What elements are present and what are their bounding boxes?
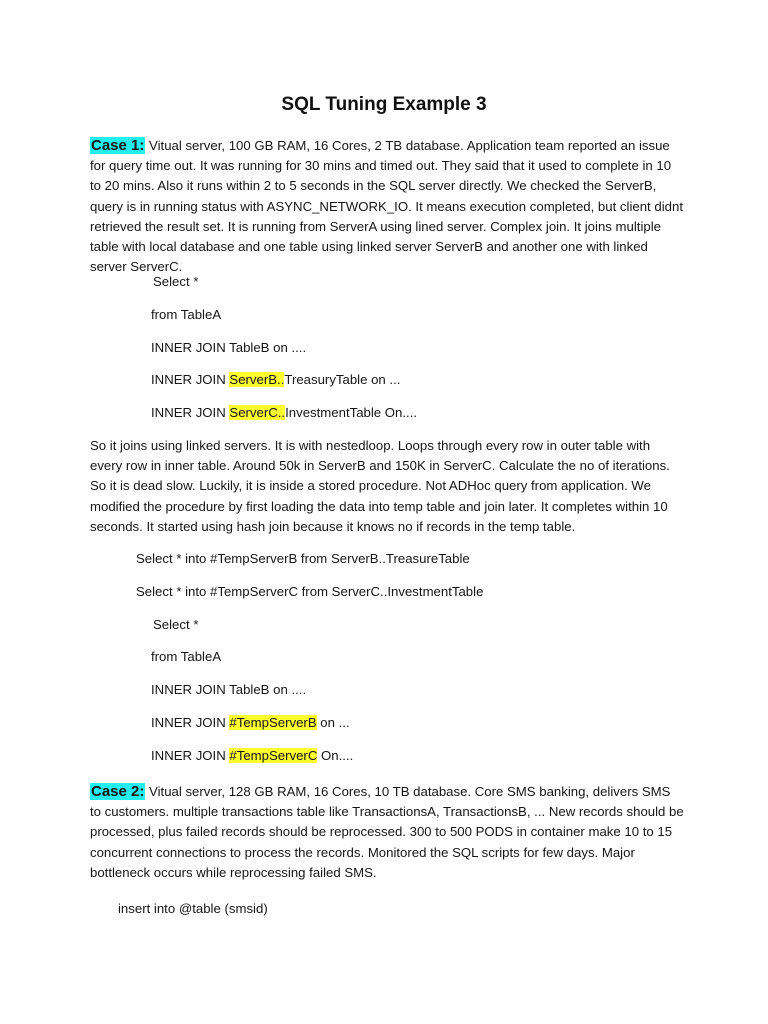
query1-line5-suffix: InvestmentTable On.... xyxy=(285,405,418,420)
query1-line3: INNER JOIN TableB on .... xyxy=(151,340,307,355)
query1-line5-highlight: ServerC.. xyxy=(229,405,286,420)
case1-text: Vitual server, 100 GB RAM, 16 Cores, 2 TB database. Application team reported an issue for query time out. It was running for 30 mins and timed out. They said that it used to complete in 10 to 20 mins. Also it runs within 2 to 5 seconds in the SQL server directly. We checked the ServerB, query is in running status with ASYNC_NETWORK_IO. It means execution completed, but client didnt retrieved the result set. It is running from ServerA using lined server. Complex join. It joins multiple table with local database and one table using linked server ServerB and another one with linked server ServerC. xyxy=(90,138,683,275)
query1-line5-prefix: INNER JOIN xyxy=(151,405,230,420)
query1-line5 xyxy=(151,404,417,422)
query2-line7-highlight: #TempServerC xyxy=(229,748,318,763)
case1-paragraph xyxy=(90,136,684,277)
query2-line4: from TableA xyxy=(151,649,222,664)
page-title: SQL Tuning Example 3 xyxy=(281,94,487,115)
query2-line6-prefix: INNER JOIN xyxy=(151,715,230,730)
query2-line3: Select * xyxy=(153,617,199,632)
query2-line5: INNER JOIN TableB on .... xyxy=(151,682,307,697)
case2-label: Case 2: xyxy=(91,783,145,800)
query1-line2: from TableA xyxy=(151,307,222,322)
case2-text: Vitual server, 128 GB RAM, 16 Cores, 10 TB database. Core SMS banking, delivers SMS to customers. multiple transactions table like TransactionsA, TransactionsB, ... New records should be processed, plus failed records should be reprocessed. 300 to 500 PODS in container make 10 to 15 concurrent connections to process the records. Monitored the SQL scripts for few days. Major bottleneck occurs while reprocessing failed SMS. xyxy=(90,784,684,880)
query1-line4 xyxy=(151,371,400,389)
query1-line1: Select * xyxy=(153,274,199,289)
query1-line4-highlight: ServerB.. xyxy=(229,372,285,387)
query2-line1: Select * into #TempServerB from ServerB..TreasureTable xyxy=(136,551,470,566)
case1-label: Case 1: xyxy=(91,137,145,154)
case2-paragraph xyxy=(90,782,684,883)
query2-line7 xyxy=(151,747,353,765)
query3-line1: insert into @table (smsid) xyxy=(118,901,268,916)
query2-line7-suffix: On.... xyxy=(317,748,354,763)
query2-line6-suffix: on ... xyxy=(316,715,350,730)
query1-line4-suffix: TreasuryTable on ... xyxy=(284,372,401,387)
query2-line7-prefix: INNER JOIN xyxy=(151,748,230,763)
query2-line6-highlight: #TempServerB xyxy=(229,715,317,730)
query2-line2: Select * into #TempServerC from ServerC..InvestmentTable xyxy=(136,584,484,599)
explanation-paragraph: So it joins using linked servers. It is with nestedloop. Loops through every row in outer table with every row in inner table. Around 50k in ServerB and 150K in ServerC. Calculate the no of iterations. So it is dead slow. Luckily, it is inside a stored procedure. Not ADHoc query from application. We modified the procedure by first loading the data into temp table and join later. It completes within 10 seconds. It started using hash join because it knows no if records in the temp table. xyxy=(90,438,670,534)
query2-line6 xyxy=(151,714,350,732)
query1-line4-prefix: INNER JOIN xyxy=(151,372,230,387)
